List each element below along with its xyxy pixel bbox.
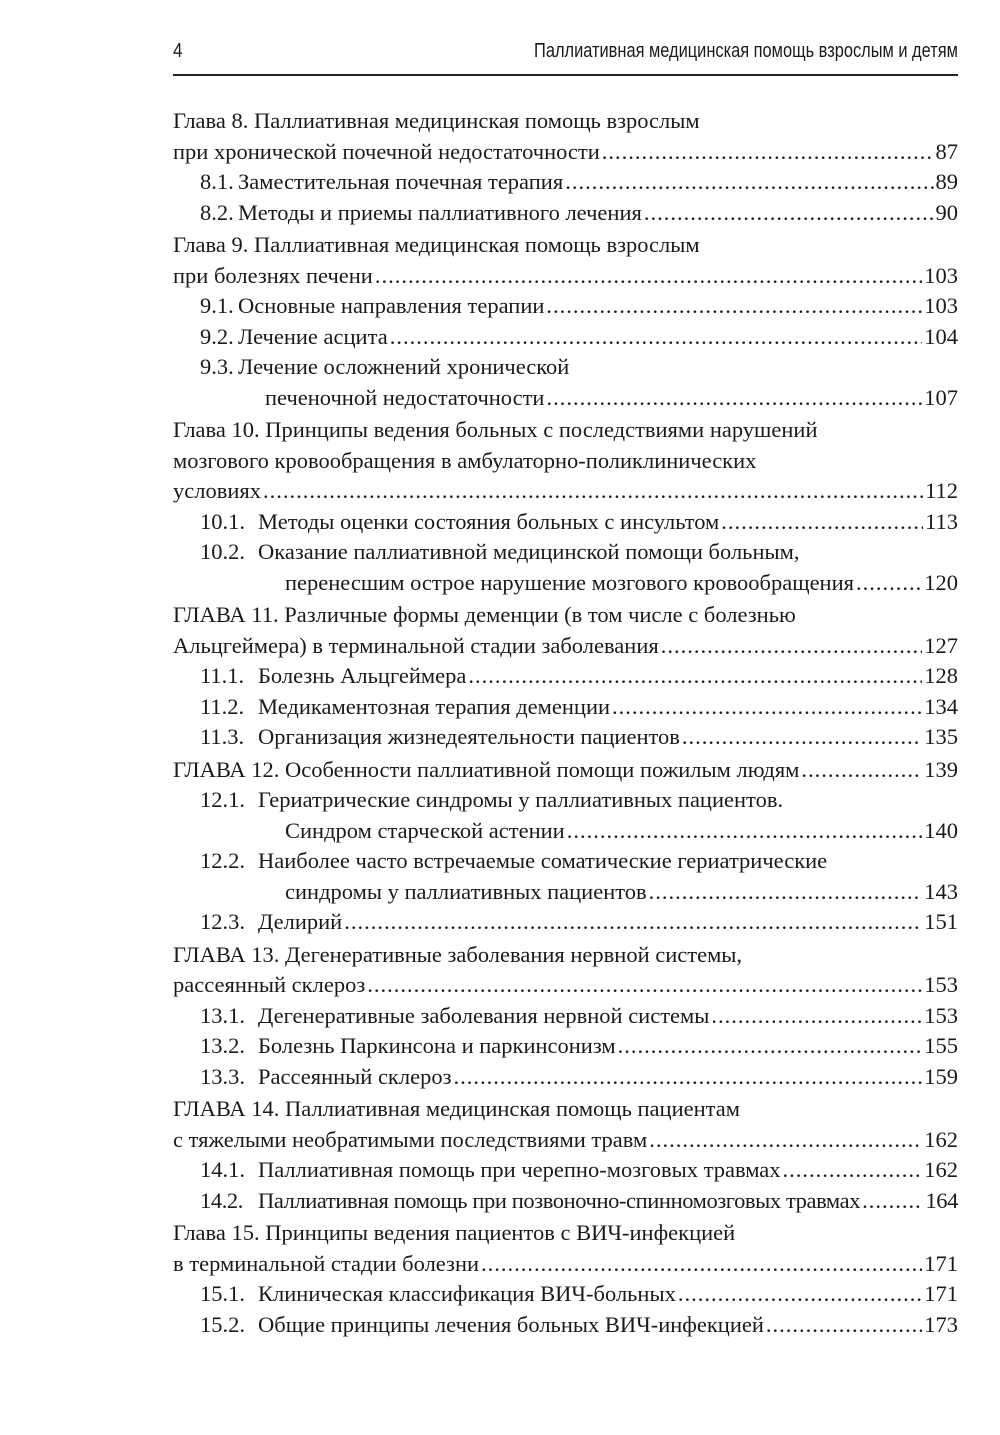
toc-chapter-8 (173, 106, 958, 228)
page-ref: 134 (924, 693, 958, 719)
leader-dots (565, 167, 933, 198)
page-ref: 153 (924, 1002, 958, 1028)
toc-entry-title-line: 12.2. Наиболее часто встречаемые соматические гериатрические (200, 848, 828, 873)
leader-dots (612, 692, 922, 723)
leader-dots (649, 877, 923, 908)
toc-chapter-14 (173, 1094, 958, 1216)
leader-dots (546, 291, 922, 322)
page-ref: 127 (924, 632, 958, 658)
toc-chapter-10 (173, 415, 958, 598)
page-ref: 171 (924, 1250, 958, 1276)
toc-entry[interactable]: печеночной недостаточности ..... 107 (173, 383, 958, 414)
chapter-title-line: Глава 10. Принципы ведения больных с последствиями нарушений (173, 417, 818, 442)
page-ref: 139 (924, 756, 958, 782)
toc-entry[interactable]: 11.2. Медикаментозная терапия деменции ..... 134 (173, 692, 958, 723)
toc-entry-title-line: 10.2. Оказание паллиативной медицинской помощи больным, (200, 539, 800, 564)
leader-dots (375, 261, 922, 292)
leader-dots (468, 661, 922, 692)
leader-dots (546, 383, 922, 414)
chapter-entry[interactable]: при хронической почечной недостаточности ..... 87 (173, 137, 958, 168)
toc-entry[interactable]: 9.1. Основные направления терапии ..... 103 (173, 291, 958, 322)
toc-entry[interactable]: перенесшим острое нарушение мозгового кровообращения ..... 120 (173, 568, 958, 599)
leader-dots (567, 816, 923, 847)
leader-dots (721, 507, 923, 538)
toc-entry[interactable]: 10.1. Методы оценки состояния больных с инсультом ..... 113 (173, 507, 958, 538)
chapter-entry[interactable]: при болезнях печени ..... 103 (173, 261, 958, 292)
toc-entry[interactable]: 13.3. Рассеянный склероз ..... 159 (173, 1062, 958, 1093)
toc-entry[interactable]: 14.2. Паллиативная помощь при позвоночно-спинномозговых травмах ..... 164 (173, 1186, 958, 1217)
toc-entry[interactable]: 15.2. Общие принципы лечения больных ВИЧ-инфекцией ..... 173 (173, 1310, 958, 1341)
page-ref: 159 (924, 1063, 958, 1089)
page-ref: 140 (924, 817, 958, 843)
chapter-title-line: мозгового кровообращения в амбулаторно-поликлинических (173, 447, 757, 473)
page-ref: 155 (924, 1033, 958, 1058)
header-rule (173, 74, 958, 76)
chapter-entry[interactable]: ГЛАВА 12. Особенности паллиативной помощи пожилым людям ..... 139 (173, 755, 958, 786)
toc-entry[interactable]: 15.1. Клиническая классификация ВИЧ-больных ..... 171 (173, 1279, 958, 1310)
leader-dots (862, 1186, 923, 1217)
page-ref: 151 (924, 909, 958, 934)
leader-dots (678, 1279, 922, 1310)
leader-dots (367, 970, 922, 1001)
running-title: Паллиативная медицинская помощь взрослым и детям (534, 40, 958, 62)
chapter-entry[interactable]: с тяжелыми необратимыми последствиями травм ..... 162 (173, 1125, 958, 1156)
toc-entry[interactable]: синдромы у паллиативных пациентов ..... 143 (173, 877, 958, 908)
page-ref: 162 (924, 1157, 958, 1182)
page-ref: 171 (924, 1281, 958, 1306)
page-ref: 104 (924, 323, 958, 349)
page-ref: 173 (924, 1311, 958, 1337)
table-of-contents (173, 106, 958, 1342)
leader-dots (602, 137, 934, 168)
toc-entry[interactable]: 11.3. Организация жизнедеятельности пациентов ..... 135 (173, 722, 958, 753)
page-ref: 128 (924, 663, 958, 688)
toc-chapter-12 (173, 755, 958, 938)
toc-entry[interactable]: 11.1. Болезнь Альцгеймера ..... 128 (173, 661, 958, 692)
leader-dots (390, 322, 923, 353)
toc-entry[interactable]: 13.1. Дегенеративные заболевания нервной системы ..... 153 (173, 1001, 958, 1032)
page-header (173, 36, 958, 76)
chapter-title-line: Глава 8. Паллиативная медицинская помощь взрослым (173, 108, 700, 133)
chapter-title-line: Глава 15. Принципы ведения пациентов с ВИЧ-инфекцией (173, 1220, 736, 1245)
leader-dots (618, 1031, 923, 1062)
toc-entry[interactable]: 12.3. Делирий ..... 151 (173, 907, 958, 938)
toc-chapter-15 (173, 1218, 958, 1340)
chapter-title-line: ГЛАВА 11. Различные формы деменции (в том числе с болезнью (173, 602, 796, 627)
toc-entry-title-line: 12.1. Гериатрические синдромы у паллиативных пациентов. (200, 787, 784, 812)
leader-dots (856, 568, 922, 599)
leader-dots (344, 907, 922, 938)
leader-dots (263, 476, 923, 507)
page-ref: 162 (924, 1126, 958, 1152)
page-number: 4 (173, 40, 183, 62)
toc-chapter-9 (173, 230, 958, 413)
toc-entry[interactable]: 9.2. Лечение асцита ..... 104 (173, 322, 958, 353)
leader-dots (711, 1001, 922, 1032)
page-ref: 143 (924, 878, 958, 904)
leader-dots (453, 1062, 922, 1093)
leader-dots (801, 755, 922, 786)
leader-dots (766, 1310, 922, 1341)
toc-chapter-11 (173, 600, 958, 753)
chapter-entry[interactable]: условиях ..... 112 (173, 476, 958, 507)
page-ref: 103 (924, 293, 958, 318)
toc-entry-title-line: 9.3. Лечение осложнений хронической (200, 354, 570, 379)
toc-entry[interactable]: Синдром старческой астении ..... 140 (173, 816, 958, 847)
toc-chapter-13 (173, 940, 958, 1093)
chapter-title-line: ГЛАВА 14. Паллиативная медицинская помощь пациентам (173, 1096, 740, 1121)
leader-dots (644, 198, 934, 229)
leader-dots (682, 722, 922, 753)
toc-entry[interactable]: 14.1. Паллиативная помощь при черепно-мозговых травмах ..... 162 (173, 1155, 958, 1186)
leader-dots (783, 1155, 923, 1186)
chapter-title-line: Глава 9. Паллиативная медицинская помощь взрослым (173, 232, 700, 257)
page-ref: 90 (935, 199, 958, 225)
chapter-entry[interactable]: в терминальной стадии болезни ..... 171 (173, 1249, 958, 1280)
toc-entry[interactable]: 8.1. Заместительная почечная терапия ..... 89 (173, 167, 958, 198)
chapter-title-line: ГЛАВА 13. Дегенеративные заболевания нервной системы, (173, 941, 743, 967)
chapter-entry[interactable]: рассеянный склероз ..... 153 (173, 970, 958, 1001)
toc-entry[interactable]: 13.2. Болезнь Паркинсона и паркинсонизм ..... 155 (173, 1031, 958, 1062)
leader-dots (649, 1125, 922, 1156)
page-ref: 112 (925, 478, 958, 503)
page-ref: 113 (925, 508, 958, 534)
page-ref: 153 (924, 972, 958, 997)
page-ref: 135 (924, 724, 958, 749)
chapter-entry[interactable]: Альцгеймера) в терминальной стадии заболевания ..... 127 (173, 631, 958, 662)
page-ref: 87 (935, 138, 958, 164)
toc-entry[interactable]: 8.2. Методы и приемы паллиативного лечения ..... 90 (173, 198, 958, 229)
page-ref: 164 (925, 1187, 958, 1213)
page-ref: 107 (924, 384, 958, 410)
page-ref: 103 (924, 262, 958, 288)
leader-dots (661, 631, 923, 662)
leader-dots (481, 1249, 922, 1280)
page-ref: 120 (924, 569, 958, 595)
page-ref: 89 (935, 169, 958, 194)
